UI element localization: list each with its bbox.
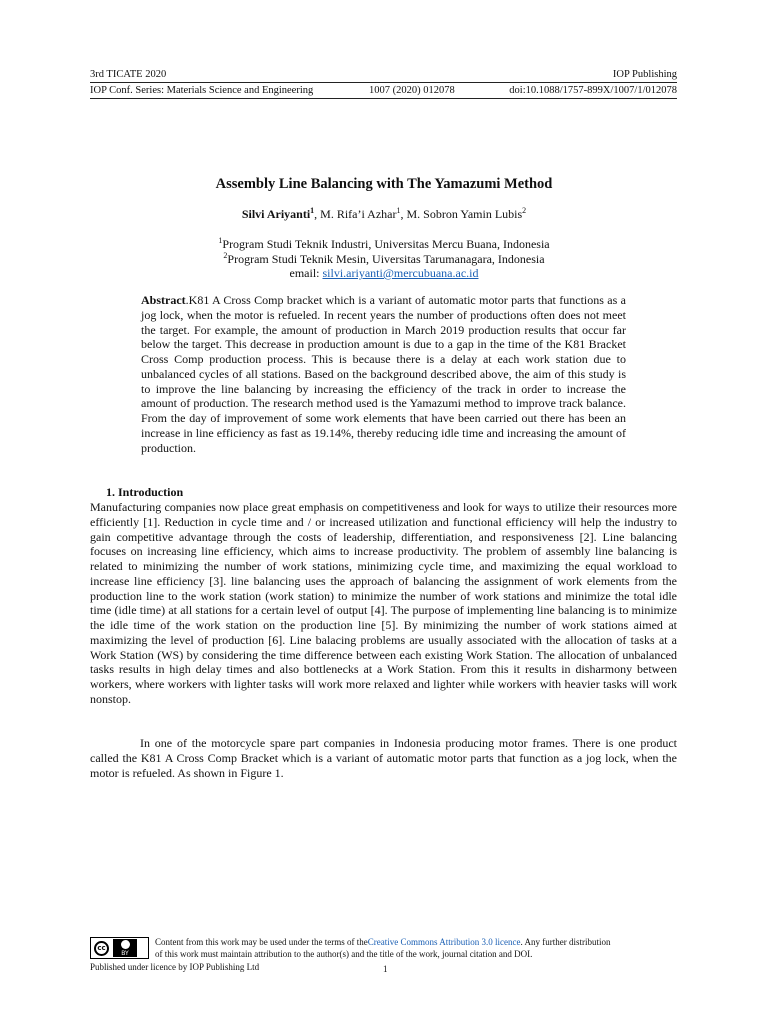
- header-rule: [90, 82, 677, 83]
- intro-paragraph-1: Manufacturing companies now place great emphasis on competitiveness and look for ways to utilize their resources more efficiently [1]. Reduction in cycle time and / or increased utilization and functional efficiency will help the industry to gain competitive advantage through the costs of leadership, differentiation, and responsiveness [2]. Line balancing focuses on increasing line efficiency, which aims to increase productivity. The problem of assembly line balancing is related to minimizing the number of work stations, minimizing cycle time, and maximizing the equal workload to increase line efficiency [3]. line balancing uses the approach of balancing the assignment of work elements from the production line to the work station (work station) to minimize the number of work stations and minimize the total idle time (idle time) at all stations for a certain level of output [4]. The purpose of implementing line balancing is to minimize the idle time of the work station on the production line [5]. By minimizing the number of work stations aimed at maximizing the level of production [6]. Line balacing problems are usually associated with the allocation of tasks at a Work Station (WS) by considering the time difference between each existing Work Station. The allocation of unbalanced tasks results in high delay times and also bottlenecks at a Work Station. From this it results in disharmony between workers, where workers with lighter tasks will work more relaxed and lighter while workers with heavier tasks will work nonstop.: [90, 500, 677, 706]
- cc-license-link[interactable]: Creative Commons Attribution 3.0 licence: [367, 937, 521, 947]
- abstract: [141, 293, 626, 455]
- affiliation-2-sup: 2: [223, 251, 228, 260]
- email-line: [0, 266, 768, 281]
- affiliation-1: [0, 236, 768, 252]
- series-name: IOP Conf. Series: Materials Science and Engineering: [90, 85, 314, 96]
- affiliation-1-sup: 1: [218, 236, 223, 245]
- publisher-name: IOP Publishing: [612, 69, 677, 80]
- cc-text-after: . Any further distribution: [520, 937, 611, 947]
- by-icon: [113, 939, 137, 957]
- cc-license-line-1: [155, 937, 680, 947]
- email-label: email:: [289, 266, 323, 280]
- abstract-label: Abstract: [141, 293, 186, 307]
- affiliation-2: [0, 251, 768, 267]
- affiliation-1-text: Program Studi Teknik Industri, Universitas Mercu Buana, Indonesia: [222, 237, 550, 251]
- author-sep-2: ,: [400, 207, 407, 221]
- author-3: M. Sobron Yamin Lubis: [406, 207, 523, 221]
- volume-info: 1007 (2020) 012078: [369, 85, 455, 96]
- author-3-sup: 2: [522, 206, 527, 215]
- author-1-sup: 1: [310, 206, 315, 215]
- cc-license-line-2: of this work must maintain attribution to the author(s) and the title of the work, journal citation and DOI.: [155, 949, 533, 959]
- header-rule-2: [90, 98, 677, 99]
- paper-title: Assembly Line Balancing with The Yamazumi Method: [215, 176, 553, 192]
- affiliation-2-text: Program Studi Teknik Mesin, Uiversitas Tarumanagara, Indonesia: [227, 252, 545, 266]
- author-sep-1: ,: [314, 207, 321, 221]
- author-1: Silvi Ariyanti: [241, 207, 311, 221]
- abstract-text: .K81 A Cross Comp bracket which is a variant of automatic motor parts that functions as a jog lock, when the motor is refueled. In recent years the number of productions often does not meet the target. For example, the amount of production in March 2019 production results that occur far below the target. This decrease in production amount is due to a gap in the time of the K81 Bracket Cross Comp production process. This is because there is a delay at each work station due to unbalanced cycles of all stations. Based on the background described above, the aim of this study is to improve the line balancing by increasing the efficiency of the track in order to increase the amount of production. The research method used is the Yamazumi method to improve track balance. From the day of improvement of some work elements that have been carried out there has been an increase in line efficiency as fast as 19.14%, thereby reducing idle time and increasing the amount of production.: [141, 293, 626, 455]
- section-heading-introduction: 1. Introduction: [106, 485, 184, 499]
- author-2-sup: 1: [396, 206, 401, 215]
- conference-name: 3rd TICATE 2020: [90, 69, 167, 80]
- author-list: [0, 206, 768, 222]
- cc-icon: cc: [94, 941, 109, 956]
- cc-license-badge[interactable]: [90, 937, 149, 959]
- author-2: M. Rifa’i Azhar: [320, 207, 397, 221]
- page-number: 1: [383, 964, 388, 974]
- doi-text: doi:10.1088/1757-899X/1007/1/012078: [509, 85, 677, 96]
- intro-paragraph-2: In one of the motorcycle spare part companies in Indonesia producing motor frames. There is one product called the K81 A Cross Comp Bracket which is a variant of automatic motor parts that function as a jog lock, when the motor is refueled. As shown in Figure 1.: [90, 736, 677, 780]
- published-line: Published under licence by IOP Publishing Ltd: [90, 962, 260, 972]
- email-link[interactable]: silvi.ariyanti@mercubuana.ac.id: [322, 266, 479, 280]
- cc-text-before: Content from this work may be used under the terms of the: [155, 937, 368, 947]
- by-label: BY: [121, 949, 129, 957]
